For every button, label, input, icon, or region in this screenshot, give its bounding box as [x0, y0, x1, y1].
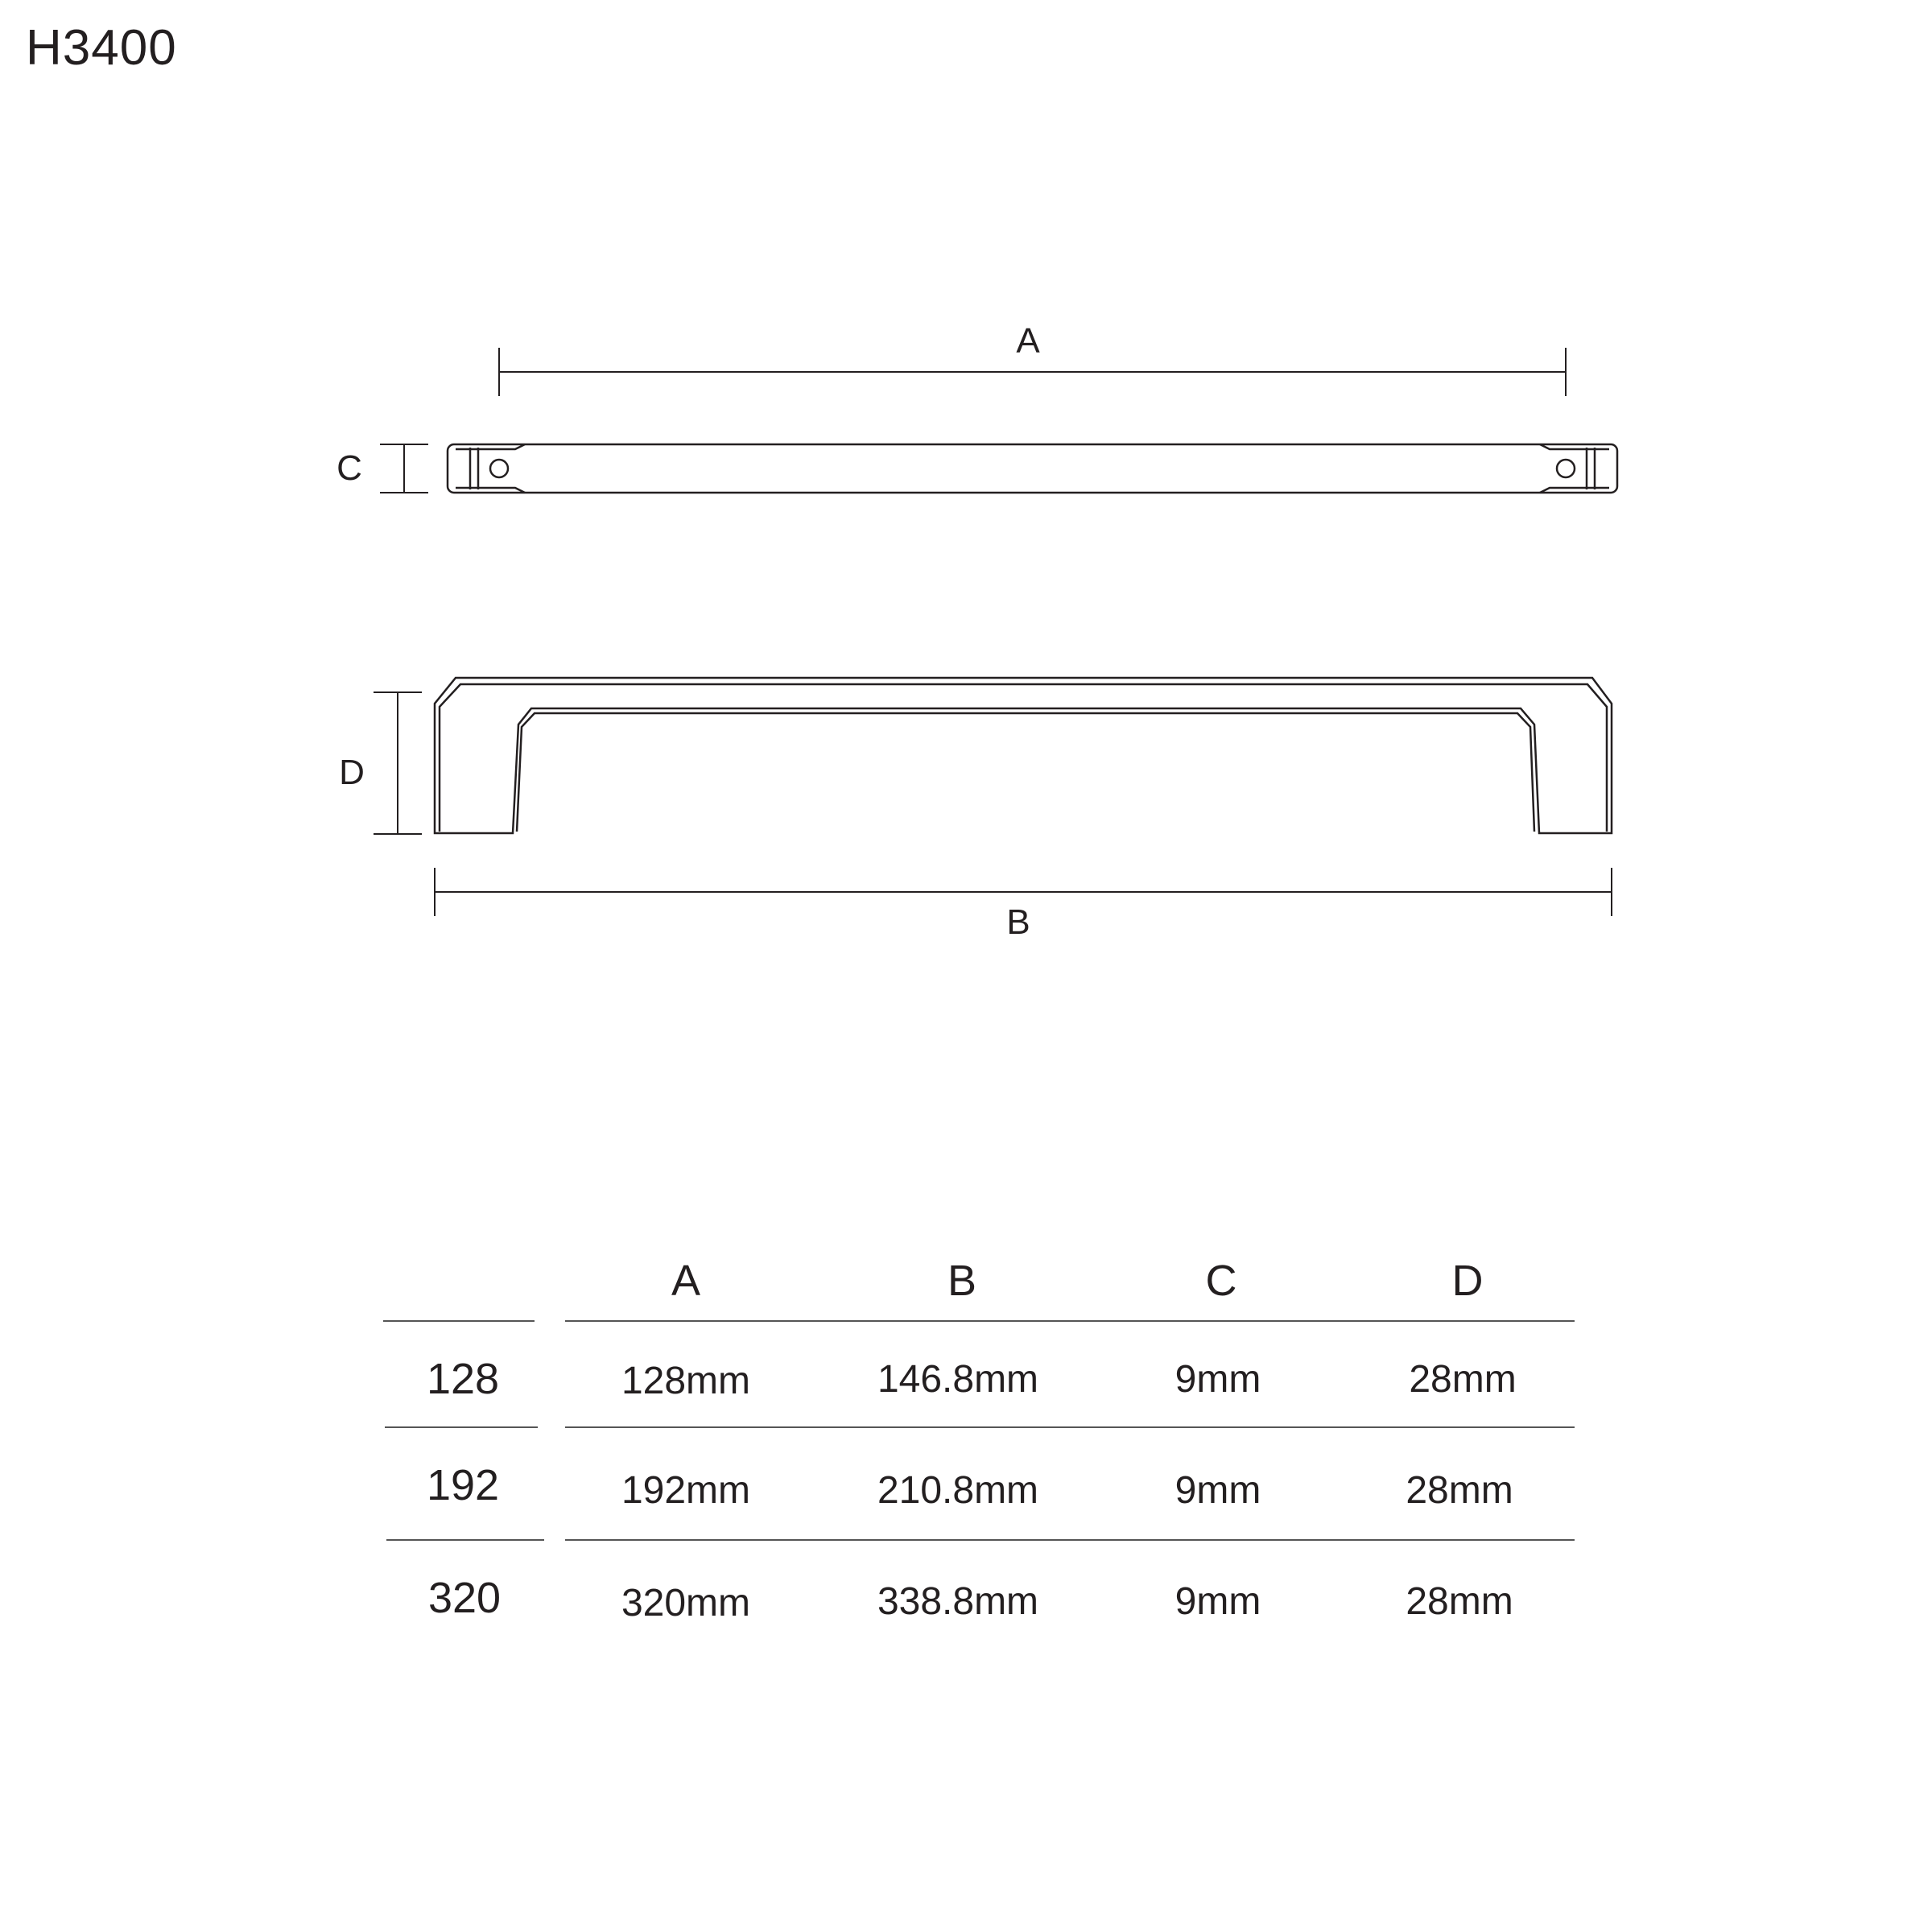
cell-b: 338.8mm — [877, 1580, 1039, 1623]
header-b: B — [947, 1257, 977, 1305]
cell-b: 146.8mm — [877, 1358, 1039, 1401]
cell-b: 210.8mm — [877, 1469, 1039, 1512]
cell-d: 28mm — [1406, 1580, 1513, 1623]
cell-d: 28mm — [1406, 1469, 1513, 1512]
rule-label-1 — [385, 1426, 538, 1428]
header-c: C — [1205, 1257, 1237, 1305]
header-a: A — [671, 1257, 701, 1305]
row-label: 128 — [426, 1355, 500, 1403]
rule-data-1 — [565, 1426, 1575, 1428]
row-label: 192 — [426, 1461, 500, 1509]
cell-a: 192mm — [621, 1469, 751, 1512]
cell-a: 128mm — [621, 1360, 751, 1402]
cell-d: 28mm — [1409, 1358, 1517, 1401]
cell-a: 320mm — [621, 1582, 751, 1624]
cell-c: 9mm — [1174, 1358, 1261, 1401]
handle-top-view — [448, 444, 1617, 493]
cell-c: 9mm — [1174, 1580, 1261, 1623]
rule-data-2 — [565, 1539, 1575, 1541]
model-title: H3400 — [26, 20, 177, 76]
header-d: D — [1451, 1257, 1484, 1305]
dimension-a-label: A — [1016, 321, 1040, 361]
dimension-d — [374, 692, 422, 834]
rule-label-0 — [383, 1320, 535, 1322]
dimension-c-label: C — [336, 448, 362, 488]
dimension-b-label: B — [1006, 902, 1030, 942]
dimension-d-label: D — [339, 753, 365, 792]
cell-c: 9mm — [1174, 1469, 1261, 1512]
row-label: 320 — [427, 1574, 502, 1622]
handle-side-view — [435, 678, 1612, 833]
dimension-c — [380, 444, 428, 493]
rule-label-2 — [386, 1539, 544, 1541]
rule-data-0 — [565, 1320, 1575, 1322]
